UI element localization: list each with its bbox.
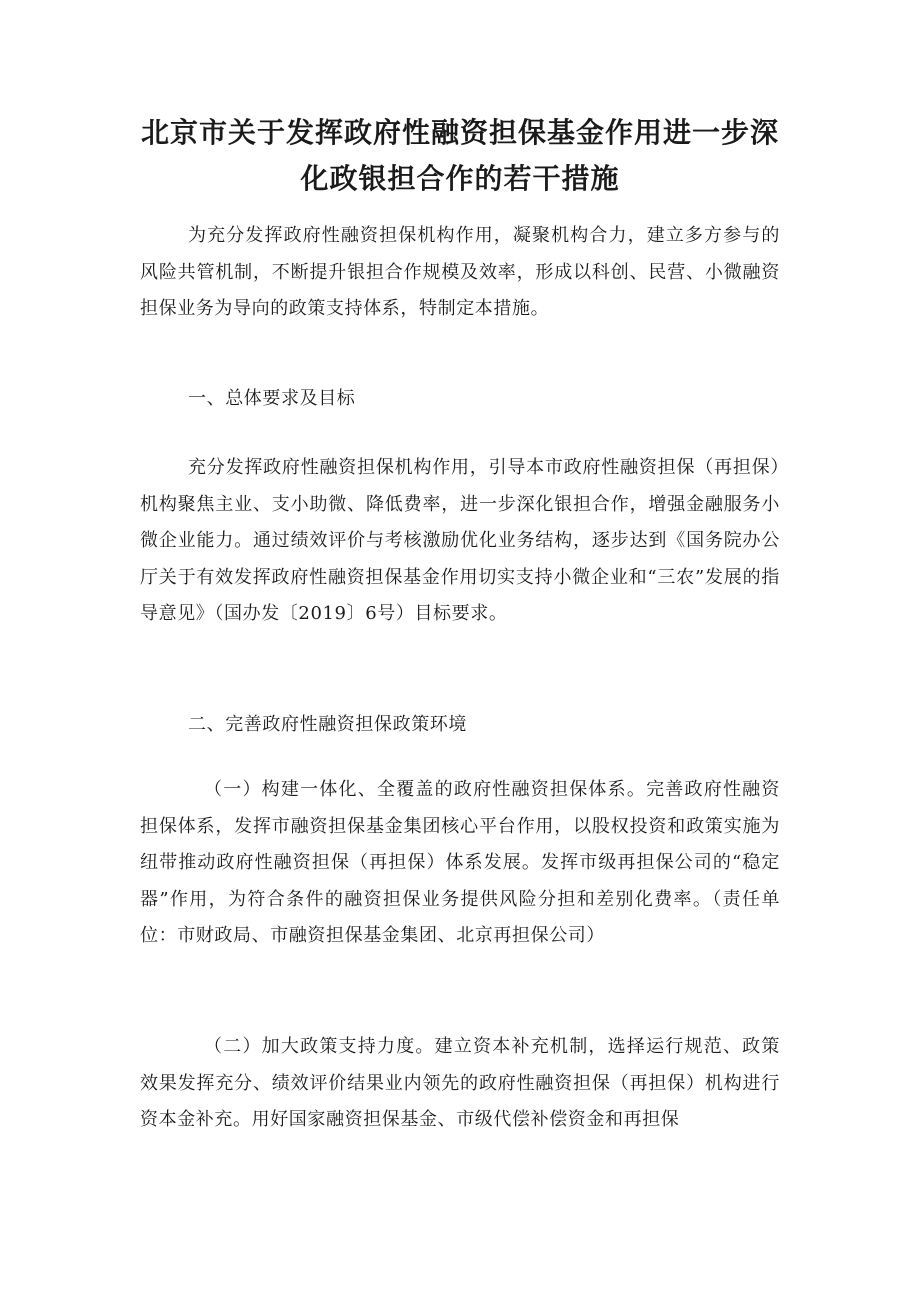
intro-paragraph: 为充分发挥政府性融资担保机构作用，凝聚机构合力，建立多方参与的风险共管机制，不断提升银担合作规模及效率，形成以科创、民营、小微融资担保业务为导向的政策支持体系，特制定本措施。 [140,225,780,319]
section-2-heading: 二、完善政府性融资担保政策环境 [188,714,467,735]
section-2-item-1-paragraph: （一）构建一体化、全覆盖的政府性融资担保体系。完善政府性融资担保体系，发挥市融资担保基金集团核心平台作用，以股权投资和政策实施为纽带推动政府性融资担保（再担保）体系发展。发挥市级再担保公司的“稳定器”作用，为符合条件的融资担保业务提供风险分担和差别化费率。（责任单位：市财政局、市融资担保基金集团、北京再担保公司） [140,779,780,946]
section-2-item-2-paragraph: （二）加大政策支持力度。建立资本补充机制，选择运行规范、政策效果发挥充分、绩效评价结果业内领先的政府性融资担保（再担保）机构进行资本金补充。用好国家融资担保基金、市级代偿补偿资金和再担保 [140,1036,780,1130]
section-1-paragraph: 充分发挥政府性融资担保机构作用，引导本市政府性融资担保（再担保）机构聚焦主业、支小助微、降低费率，进一步深化银担合作，增强金融服务小微企业能力。通过绩效评价与考核激励优化业务结构，逐步达到《国务院办公厅关于有效发挥政府性融资担保基金作用切实支持小微企业和“三农”发展的指导意见》（国办发〔2019〕6号）目标要求。 [140,457,780,624]
section-1-heading: 一、总体要求及目标 [188,388,356,409]
document-title-line-1: 北京市关于发挥政府性融资担保基金作用进一步深 [140,116,779,149]
document-title-line-2: 化政银担合作的若干措施 [300,162,620,195]
